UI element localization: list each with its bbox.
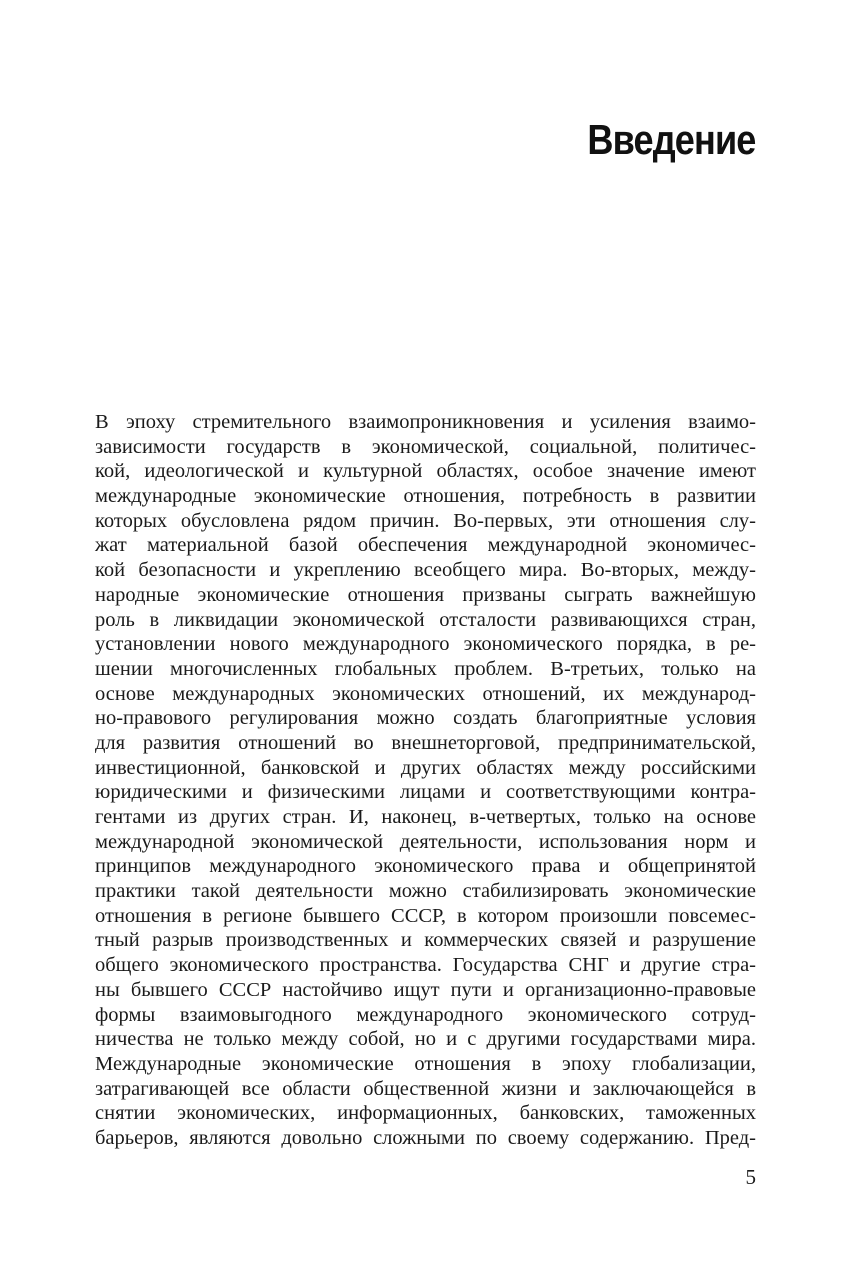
text-line: принципов международного экономического права и общепринятой	[95, 855, 756, 878]
text-line: инвестиционной, банковской и других областях между российскими	[95, 756, 756, 779]
text-line: барьеров, являются довольно сложными по своему содержанию. Пред-	[95, 1126, 756, 1149]
text-line: народные экономические отношения призваны сыграть важнейшую	[95, 583, 756, 606]
text-line: Международные экономические отношения в эпоху глобализации,	[95, 1052, 756, 1075]
text-line: зависимости государств в экономической, социальной, политичес-	[95, 435, 756, 458]
text-line: но-правового регулирования можно создать благоприятные условия	[95, 707, 756, 730]
text-line: международные экономические отношения, потребность в развитии	[95, 485, 756, 508]
text-line: общего экономического пространства. Государства СНГ и другие стра-	[95, 954, 756, 977]
text-line: установлении нового международного экономического порядка, в ре-	[95, 633, 756, 656]
text-line: снятии экономических, информационных, банковских, таможенных	[95, 1102, 756, 1125]
text-line: тный разрыв производственных и коммерческих связей и разрушение	[95, 929, 756, 952]
chapter-title: Введение	[587, 116, 756, 163]
page-number: 5	[745, 1165, 756, 1189]
text-line: кой, идеологической и культурной областях, особое значение имеют	[95, 460, 756, 483]
text-line: юридическими и физическими лицами и соответствующими контра-	[95, 781, 756, 804]
text-line: отношения в регионе бывшего СССР, в котором произошли повсемес-	[95, 904, 756, 927]
text-line: гентами из других стран. И, наконец, в-четвертых, только на основе	[95, 806, 756, 828]
text-line: В эпоху стремительного взаимопроникновения и усиления взаимо-	[95, 411, 756, 433]
text-line: практики такой деятельности можно стабилизировать экономические	[95, 880, 756, 903]
text-line: кой безопасности и укреплению всеобщего мира. Во-вторых, между-	[95, 559, 756, 582]
text-line: ничества не только между собой, но и с другими государствами мира.	[95, 1028, 756, 1051]
text-line: затрагивающей все области общественной жизни и заключающейся в	[95, 1077, 756, 1100]
text-line: роль в ликвидации экономической отсталости развивающихся стран,	[95, 608, 756, 631]
text-line: основе международных экономических отношений, их международ-	[95, 682, 756, 705]
text-line: шении многочисленных глобальных проблем. В-третьих, только на	[95, 657, 756, 680]
text-line: для развития отношений во внешнеторговой, предпринимательской,	[95, 731, 756, 754]
text-line: международной экономической деятельности, использования норм и	[95, 830, 756, 853]
text-line: ны бывшего СССР настойчиво ищут пути и организационно-правовые	[95, 978, 756, 1001]
body-text	[95, 410, 756, 1151]
text-line: жат материальной базой обеспечения международной экономичес-	[95, 534, 756, 557]
text-line: которых обусловлена рядом причин. Во-первых, эти отношения слу-	[95, 509, 756, 532]
text-line: формы взаимовыгодного международного экономического сотруд-	[95, 1003, 756, 1026]
